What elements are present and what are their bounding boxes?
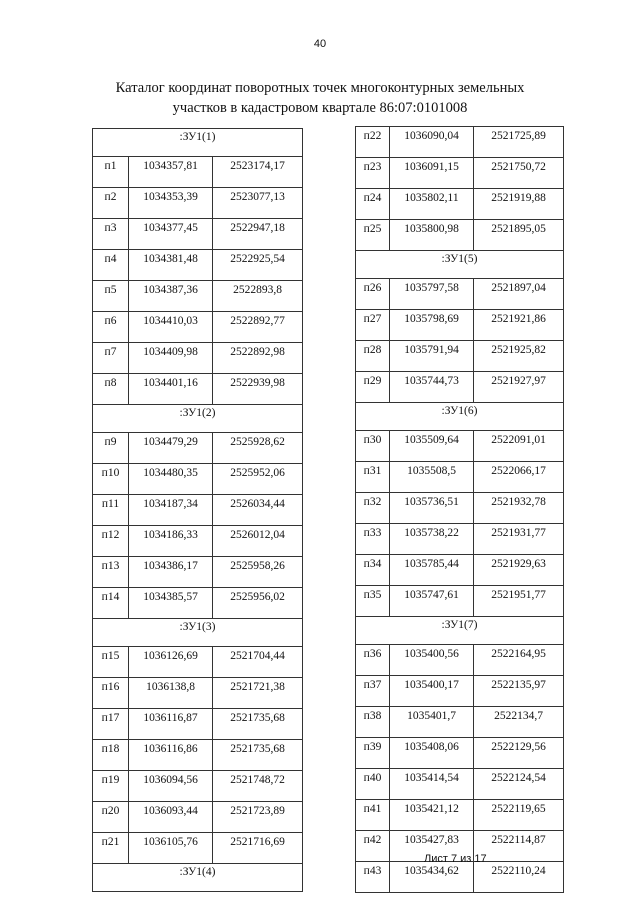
point-label: п36 [356,645,390,676]
x-coordinate: 1035798,69 [390,310,474,341]
table-row [93,833,303,864]
point-label: п10 [93,464,129,495]
table-row [356,189,564,220]
x-coordinate: 1036126,69 [129,647,213,678]
table-row [356,462,564,493]
x-coordinate: 1036090,04 [390,127,474,158]
x-coordinate: 1036116,87 [129,709,213,740]
y-coordinate: 2521748,72 [213,771,303,802]
x-coordinate: 1036093,44 [129,802,213,833]
y-coordinate: 2526012,04 [213,526,303,557]
point-label: п37 [356,676,390,707]
point-label: п40 [356,769,390,800]
table-row [356,431,564,462]
x-coordinate: 1034187,34 [129,495,213,526]
point-label: п14 [93,588,129,619]
table-row [356,769,564,800]
table-row [356,310,564,341]
y-coordinate: 2521951,77 [474,586,564,617]
section-label: :ЗУ1(7) [356,617,564,645]
x-coordinate: 1036116,86 [129,740,213,771]
table-row [356,676,564,707]
table-row [356,555,564,586]
table-row [356,158,564,189]
y-coordinate: 2521921,86 [474,310,564,341]
section-label: :ЗУ1(5) [356,251,564,279]
x-coordinate: 1036091,15 [390,158,474,189]
y-coordinate: 2521735,68 [213,709,303,740]
title-line-2: участков в кадастровом квартале 86:07:0101008 [172,100,468,116]
y-coordinate: 2522939,98 [213,374,303,405]
x-coordinate: 1035400,56 [390,645,474,676]
section-label: :ЗУ1(4) [93,864,303,892]
table-row [93,343,303,374]
coordinates-table-right [355,126,564,893]
point-label: п31 [356,462,390,493]
table-row [93,433,303,464]
y-coordinate: 2521925,82 [474,341,564,372]
section-label: :ЗУ1(3) [93,619,303,647]
coordinates-table-left [92,128,303,892]
point-label: п42 [356,831,390,862]
section-header-row [93,129,303,157]
y-coordinate: 2525928,62 [213,433,303,464]
point-label: п24 [356,189,390,220]
y-coordinate: 2522091,01 [474,431,564,462]
x-coordinate: 1034386,17 [129,557,213,588]
table-row [356,341,564,372]
y-coordinate: 2522124,54 [474,769,564,800]
y-coordinate: 2522134,7 [474,707,564,738]
point-label: п20 [93,802,129,833]
x-coordinate: 1034387,36 [129,281,213,312]
point-label: п1 [93,157,129,188]
y-coordinate: 2521716,69 [213,833,303,864]
point-label: п30 [356,431,390,462]
x-coordinate: 1035744,73 [390,372,474,403]
section-header-row [356,403,564,431]
x-coordinate: 1035400,17 [390,676,474,707]
table-row [356,586,564,617]
x-coordinate: 1035427,83 [390,831,474,862]
point-label: п38 [356,707,390,738]
y-coordinate: 2522164,95 [474,645,564,676]
page-number: 40 [313,38,327,50]
y-coordinate: 2521750,72 [474,158,564,189]
y-coordinate: 2522893,8 [213,281,303,312]
x-coordinate: 1034186,33 [129,526,213,557]
point-label: п22 [356,127,390,158]
point-label: п11 [93,495,129,526]
table-row [93,219,303,250]
y-coordinate: 2525958,26 [213,557,303,588]
table-row [356,279,564,310]
x-coordinate: 1035800,98 [390,220,474,251]
y-coordinate: 2521735,68 [213,740,303,771]
table-row [356,372,564,403]
point-label: п33 [356,524,390,555]
y-coordinate: 2521897,04 [474,279,564,310]
point-label: п43 [356,862,390,893]
table-row [356,220,564,251]
table-row [93,771,303,802]
point-label: п3 [93,219,129,250]
x-coordinate: 1034381,48 [129,250,213,281]
point-label: п27 [356,310,390,341]
x-coordinate: 1034479,29 [129,433,213,464]
table-row [93,678,303,709]
x-coordinate: 1034401,16 [129,374,213,405]
point-label: п39 [356,738,390,769]
table-row [93,312,303,343]
section-header-row [93,405,303,433]
y-coordinate: 2521931,77 [474,524,564,555]
y-coordinate: 2521927,97 [474,372,564,403]
point-label: п4 [93,250,129,281]
point-label: п26 [356,279,390,310]
x-coordinate: 1035785,44 [390,555,474,586]
y-coordinate: 2521932,78 [474,493,564,524]
x-coordinate: 1035414,54 [390,769,474,800]
section-header-row [93,864,303,892]
table-row [93,709,303,740]
y-coordinate: 2522114,87 [474,831,564,862]
section-label: :ЗУ1(1) [93,129,303,157]
table-row [93,495,303,526]
x-coordinate: 1036138,8 [129,678,213,709]
x-coordinate: 1035509,64 [390,431,474,462]
point-label: п28 [356,341,390,372]
point-label: п7 [93,343,129,374]
page-title [60,78,580,118]
y-coordinate: 2523077,13 [213,188,303,219]
point-label: п23 [356,158,390,189]
y-coordinate: 2521725,89 [474,127,564,158]
table-row [93,526,303,557]
table-row [93,281,303,312]
point-label: п19 [93,771,129,802]
y-coordinate: 2521723,89 [213,802,303,833]
x-coordinate: 1036105,76 [129,833,213,864]
table-row [356,738,564,769]
point-label: п2 [93,188,129,219]
x-coordinate: 1035738,22 [390,524,474,555]
x-coordinate: 1035747,61 [390,586,474,617]
x-coordinate: 1035797,58 [390,279,474,310]
section-header-row [93,619,303,647]
section-header-row [356,251,564,279]
table-row [356,862,564,893]
y-coordinate: 2525952,06 [213,464,303,495]
x-coordinate: 1035802,11 [390,189,474,220]
x-coordinate: 1036094,56 [129,771,213,802]
point-label: п41 [356,800,390,831]
section-label: :ЗУ1(6) [356,403,564,431]
table-row [356,524,564,555]
point-label: п29 [356,372,390,403]
x-coordinate: 1035434,62 [390,862,474,893]
y-coordinate: 2522135,97 [474,676,564,707]
x-coordinate: 1034353,39 [129,188,213,219]
x-coordinate: 1034409,98 [129,343,213,374]
table-row [93,464,303,495]
table-row [93,802,303,833]
point-label: п25 [356,220,390,251]
point-label: п8 [93,374,129,405]
y-coordinate: 2522947,18 [213,219,303,250]
y-coordinate: 2521895,05 [474,220,564,251]
x-coordinate: 1035401,7 [390,707,474,738]
table-row [93,557,303,588]
y-coordinate: 2522892,77 [213,312,303,343]
y-coordinate: 2521704,44 [213,647,303,678]
point-label: п35 [356,586,390,617]
y-coordinate: 2521919,88 [474,189,564,220]
point-label: п6 [93,312,129,343]
y-coordinate: 2522925,54 [213,250,303,281]
y-coordinate: 2522129,56 [474,738,564,769]
x-coordinate: 1034410,03 [129,312,213,343]
y-coordinate: 2522066,17 [474,462,564,493]
point-label: п9 [93,433,129,464]
table-row [356,127,564,158]
y-coordinate: 2523174,17 [213,157,303,188]
y-coordinate: 2522892,98 [213,343,303,374]
x-coordinate: 1035508,5 [390,462,474,493]
table-row [356,707,564,738]
point-label: п13 [93,557,129,588]
sheet-counter: Лист 7 из 17 [424,853,487,865]
point-label: п34 [356,555,390,586]
point-label: п15 [93,647,129,678]
section-header-row [356,617,564,645]
table-row [93,647,303,678]
y-coordinate: 2526034,44 [213,495,303,526]
x-coordinate: 1035736,51 [390,493,474,524]
point-label: п21 [93,833,129,864]
point-label: п18 [93,740,129,771]
section-label: :ЗУ1(2) [93,405,303,433]
x-coordinate: 1034377,45 [129,219,213,250]
title-line-1: Каталог координат поворотных точек многоконтурных земельных [115,80,525,96]
y-coordinate: 2521721,38 [213,678,303,709]
x-coordinate: 1034357,81 [129,157,213,188]
point-label: п16 [93,678,129,709]
point-label: п5 [93,281,129,312]
x-coordinate: 1035408,06 [390,738,474,769]
table-row [356,800,564,831]
x-coordinate: 1034385,57 [129,588,213,619]
y-coordinate: 2522119,65 [474,800,564,831]
table-row [356,645,564,676]
table-row [93,250,303,281]
table-row [93,374,303,405]
y-coordinate: 2525956,02 [213,588,303,619]
table-row [356,493,564,524]
point-label: п17 [93,709,129,740]
point-label: п32 [356,493,390,524]
table-row [93,740,303,771]
x-coordinate: 1035421,12 [390,800,474,831]
table-row [93,188,303,219]
table-row [93,157,303,188]
point-label: п12 [93,526,129,557]
y-coordinate: 2521929,63 [474,555,564,586]
x-coordinate: 1035791,94 [390,341,474,372]
x-coordinate: 1034480,35 [129,464,213,495]
y-coordinate: 2522110,24 [474,862,564,893]
table-row [93,588,303,619]
